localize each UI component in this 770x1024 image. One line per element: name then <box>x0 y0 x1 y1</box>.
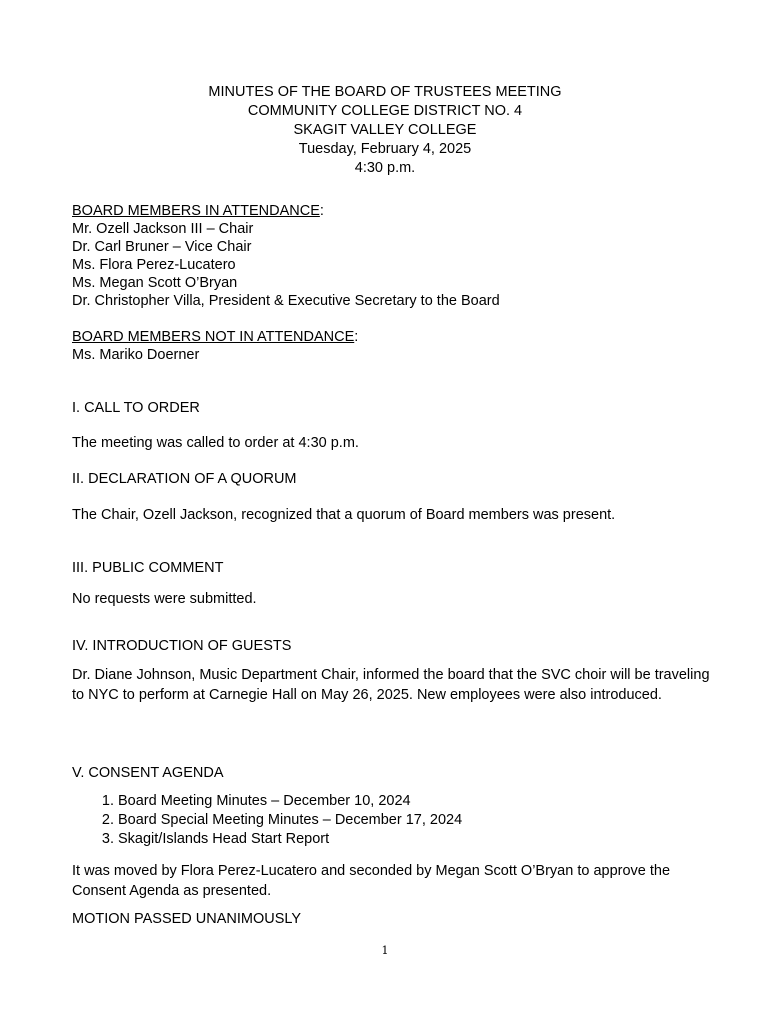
public-comment-text: No requests were submitted. <box>72 591 257 607</box>
consent-list <box>72 792 462 849</box>
header-district: COMMUNITY COLLEGE DISTRICT NO. 4 <box>247 103 523 119</box>
attendance-heading: BOARD MEMBERS IN ATTENDANCE <box>72 203 320 219</box>
consent-item: 1. Board Meeting Minutes – December 10, 2024 <box>118 792 462 811</box>
absent-heading: BOARD MEMBERS NOT IN ATTENDANCE <box>72 329 355 345</box>
absent-block: BOARD MEMBERS NOT IN ATTENDANCE: Ms. Mariko Doerner <box>72 329 359 363</box>
attendance-block: BOARD MEMBERS IN ATTENDANCE: Mr. Ozell Jackson III – Chair Dr. Carl Bruner – Vice Chair Ms. Flora Perez-Lucatero Ms. Megan Scott O’Bryan Dr. Christopher Villa, President & Executive Secretary to the Board <box>72 203 500 309</box>
document-header <box>0 83 770 178</box>
quorum-text: The Chair, Ozell Jackson, recognized that a quorum of Board members was present. <box>72 507 616 523</box>
guests-text: Dr. Diane Johnson, Music Department Chair, informed the board that the SVC choir will be traveling to NYC to perform at Carnegie Hall on May 26, 2025. New employees were also introduced. <box>72 667 710 703</box>
public-comment-heading: III. PUBLIC COMMENT <box>72 560 224 576</box>
attendee-item: Ms. Megan Scott O’Bryan <box>72 275 238 291</box>
attendee-item: Mr. Ozell Jackson III – Chair <box>72 221 254 237</box>
guests-heading: IV. INTRODUCTION OF GUESTS <box>72 638 292 654</box>
motion-result: MOTION PASSED UNANIMOUSLY <box>72 911 302 927</box>
header-time: 4:30 p.m. <box>354 160 416 176</box>
consent-heading: V. CONSENT AGENDA <box>72 765 224 781</box>
attendee-item: Dr. Christopher Villa, President & Executive Secretary to the Board <box>72 293 500 309</box>
consent-item: 2. Board Special Meeting Minutes – December 17, 2024 <box>118 811 462 830</box>
header-date: Tuesday, February 4, 2025 <box>298 141 472 157</box>
absent-item: Ms. Mariko Doerner <box>72 347 200 363</box>
header-college: SKAGIT VALLEY COLLEGE <box>293 122 477 138</box>
attendee-item: Dr. Carl Bruner – Vice Chair <box>72 239 252 255</box>
page-number: 1 <box>381 944 389 957</box>
call-to-order-heading: I. CALL TO ORDER <box>72 400 200 416</box>
consent-item: 3. Skagit/Islands Head Start Report <box>118 830 462 849</box>
header-title: MINUTES OF THE BOARD OF TRUSTEES MEETING <box>208 84 562 100</box>
consent-motion-text: It was moved by Flora Perez-Lucatero and seconded by Megan Scott O’Bryan to approve the Consent Agenda as presented. <box>72 863 671 899</box>
attendee-item: Ms. Flora Perez-Lucatero <box>72 257 236 273</box>
call-to-order-text: The meeting was called to order at 4:30 p.m. <box>72 435 359 451</box>
quorum-heading: II. DECLARATION OF A QUORUM <box>72 471 297 487</box>
